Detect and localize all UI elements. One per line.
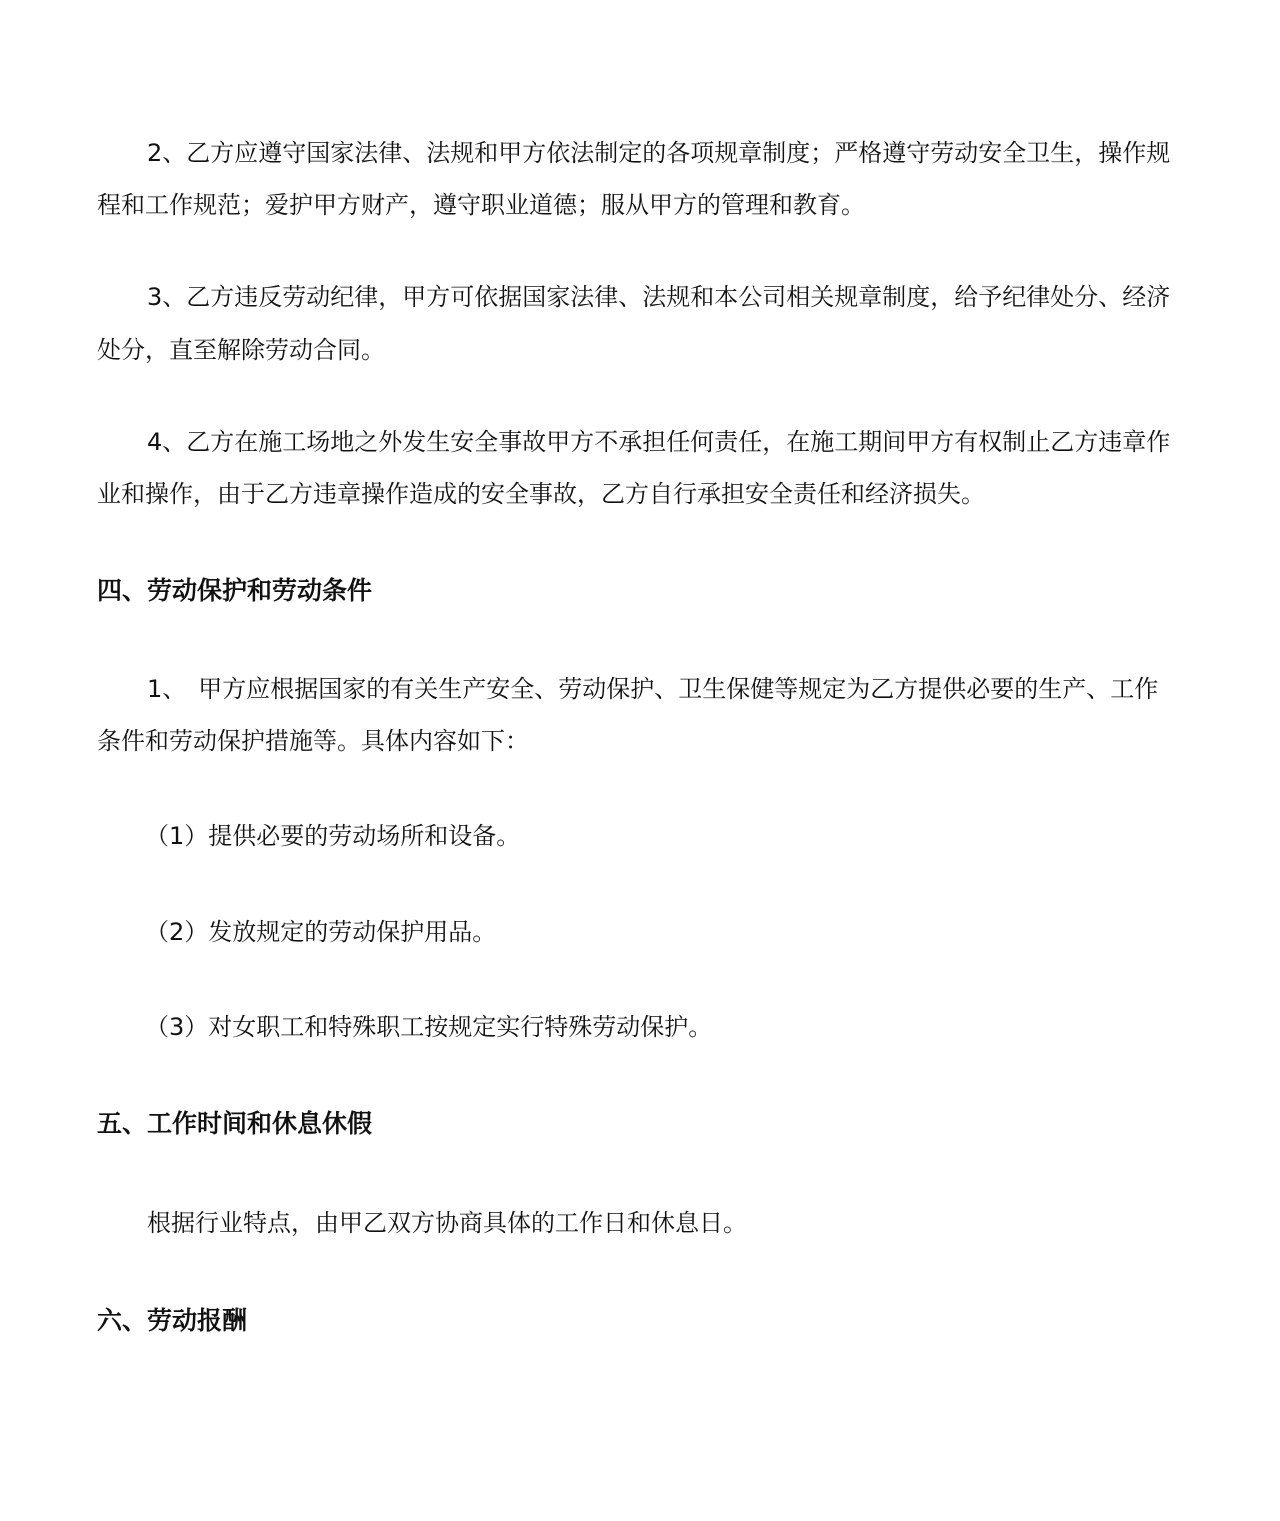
- paragraph-2-line-1: 2、乙方应遵守国家法律、法规和甲方依法制定的各项规章制度；严格遵守劳动安全卫生，操作规: [147, 139, 1171, 167]
- section-heading-5: 五、工作时间和休息休假: [97, 1109, 373, 1138]
- section-5-paragraph-1: 根据行业特点，由甲乙双方协商具体的工作日和休息日。: [147, 1209, 747, 1237]
- list-item-2: （2）发放规定的劳动保护用品。: [145, 918, 497, 946]
- list-item-3: （3）对女职工和特殊职工按规定实行特殊劳动保护。: [145, 1013, 713, 1041]
- paragraph-2-line-2: 程和工作规范；爱护甲方财产，遵守职业道德；服从甲方的管理和教育。: [97, 191, 865, 219]
- list-item-1: （1）提供必要的劳动场所和设备。: [145, 822, 521, 850]
- paragraph-3-line-1: 3、乙方违反劳动纪律，甲方可依据国家法律、法规和本公司相关规章制度，给予纪律处分、经济: [147, 283, 1171, 311]
- section-heading-6: 六、劳动报酬: [97, 1306, 248, 1335]
- paragraph-4-line-2: 业和操作，由于乙方违章操作造成的安全事故，乙方自行承担安全责任和经济损失。: [97, 480, 985, 508]
- section-4-paragraph-1-line-1: 1、 甲方应根据国家的有关生产安全、劳动保护、卫生保健等规定为乙方提供必要的生产、工作: [147, 675, 1159, 703]
- paragraph-4-line-1: 4、乙方在施工场地之外发生安全事故甲方不承担任何责任，在施工期间甲方有权制止乙方违章作: [147, 428, 1171, 456]
- paragraph-3-line-2: 处分，直至解除劳动合同。: [97, 336, 385, 364]
- section-heading-4: 四、劳动保护和劳动条件: [97, 576, 373, 605]
- section-4-paragraph-1-line-2: 条件和劳动保护措施等。具体内容如下：: [97, 727, 529, 755]
